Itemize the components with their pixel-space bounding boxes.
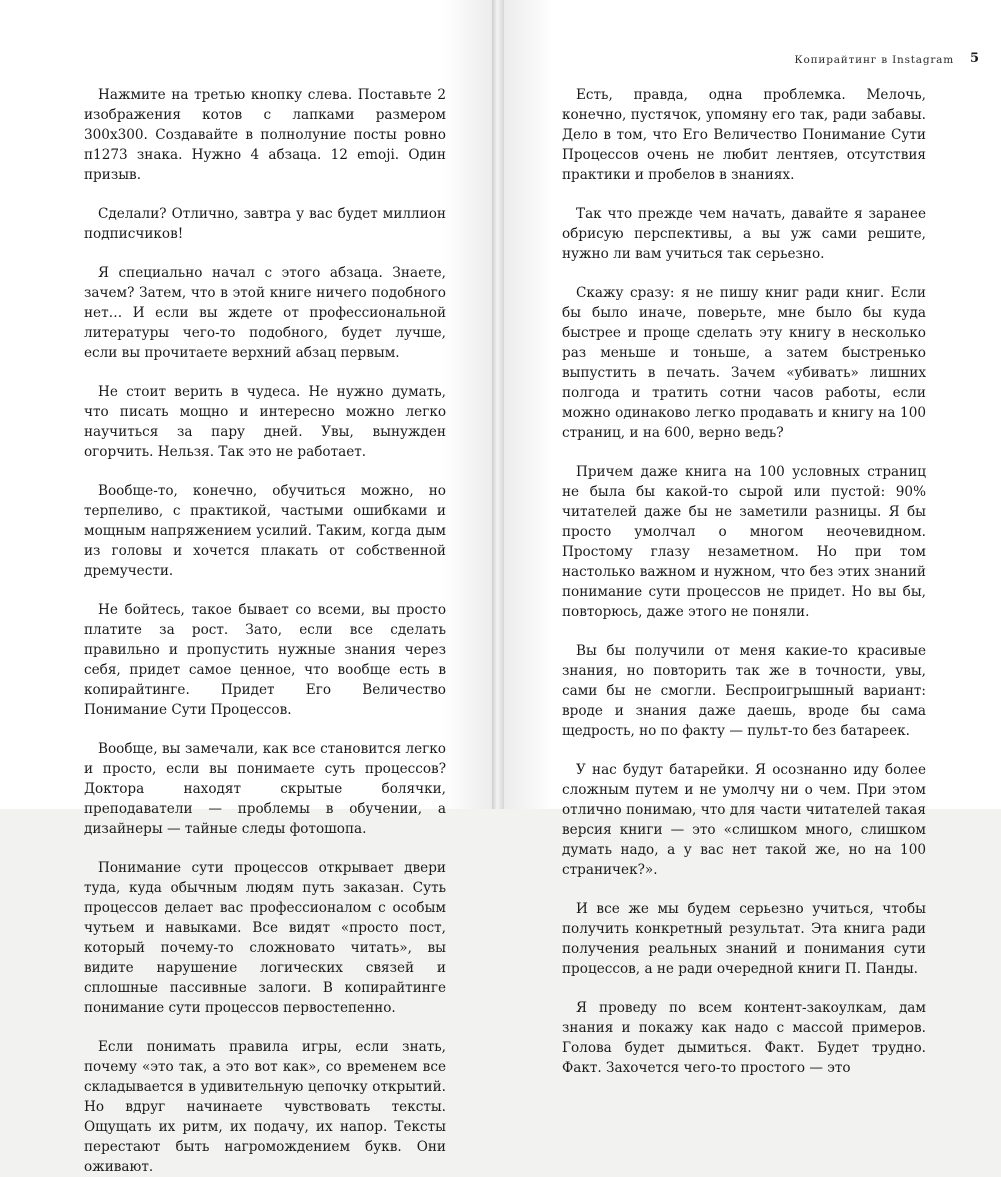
paragraph: Не стоит верить в чудеса. Не нужно думать, что писать мощно и интересно можно легко научиться за пару дней. Увы, вынужден огорчить. Нельзя. Так это не работает. [84,384,446,460]
paragraph: Вообще, вы замечали, как все становится легко и просто, если вы понимаете суть процессов? Доктора находят скрытые болячки, преподаватели — проблемы в обучении, а дизайнеры — тайные следы фотошопа. [84,741,446,837]
paragraph: Так что прежде чем начать, давайте я заранее обрисую перспективы, а вы уж сами решите, нужно ли вам учиться так серьезно. [562,206,926,262]
right-page [504,0,1001,1076]
paragraph: И все же мы будем серьезно учиться, чтобы получить конкретный результат. Эта книга ради получения реальных знаний и понимания сути процессов, а не ради очередной книги П. Панды. [562,901,926,977]
paragraph: Я специально начал с этого абзаца. Знаете, зачем? Затем, что в этой книге ничего подобного нет… И если вы ждете от профессиональной литературы чего-то подобного, будет лучше, если вы прочитаете верхний абзац первым. [84,265,446,361]
book-gutter [492,0,504,809]
paragraph: Понимание сути процессов открывает двери туда, куда обычным людям путь заказан. Суть процессов делает вас профессионалом с особым чутьем и навыками. Все видят «просто пост, который почему-то сложновато читать», вы видите нарушение логических связей и сплошные пассивные залоги. В копирайтинге понимание сути процессов первостепенно. [84,860,446,1016]
paragraph: Причем даже книга на 100 условных страниц не была бы какой-то сырой или пустой: 90% читателей даже бы не заметили разницы. Я бы просто умолчал о многом неочевидном. Простому глазу незаметном. Но при том настолько важном и нужном, что без этих знаний понимание сути процессов не придет. Но вы бы, повторюсь, даже этого не поняли. [562,464,926,620]
paragraph: Скажу сразу: я не пишу книг ради книг. Если бы было иначе, поверьте, мне было бы куда быстрее и проще сделать эту книгу в несколько раз меньше и тоньше, а затем быстренько выпустить в печать. Зачем «убивать» лишних полгода и тратить сотни часов работы, если можно одинаково легко продавать и книгу на 100 страниц, и на 600, верно ведь? [562,285,926,441]
running-head: Копирайтинг в Instagram [794,54,954,66]
paragraph: Сделали? Отлично, завтра у вас будет миллион подписчиков! [84,206,446,242]
right-page-text [562,85,926,1078]
page-number: 5 [970,51,980,66]
paragraph: Если понимать правила игры, если знать, почему «это так, а это вот как», со временем все складывается в удивительную цепочку открытий. Но вдруг начинаете чувствовать тексты. Ощущать их ритм, их подачу, их напор. Тексты перестают быть нагромождением букв. Они оживают. [84,1039,446,1175]
left-page-text [84,85,446,1177]
paragraph: У нас будут батарейки. Я осознанно иду более сложным путем и не умолчу ни о чем. При этом отлично понимаю, что для части читателей такая версия книги — это «слишком много, слишком думать надо, а у вас нет такой же, но на 100 страничек?». [562,762,926,878]
paragraph: Вы бы получили от меня какие-то красивые знания, но повторить так же в точности, увы, сами бы не смогли. Беспроигрышный вариант: вроде и знания даже даешь, вроде бы сама щедрость, но по факту — пульт-то без батареек. [562,643,926,739]
paragraph: Не бойтесь, такое бывает со всеми, вы просто платите за рост. Зато, если все сделать правильно и пропустить нужные знания через себя, придет самое ценное, что вообще есть в копирайтинге. Придет Его Величество Понимание Сути Процессов. [84,602,446,718]
paragraph: Вообще-то, конечно, обучиться можно, но терпеливо, с практикой, частыми ошибками и мощным напряжением усилий. Таким, когда дым из головы и хочется плакать от собственной дремучести. [84,483,446,579]
paragraph: Нажмите на третью кнопку слева. Поставьте 2 изображения котов с лапками размером 300х300. Создавайте в полнолуние посты ровно п1273 знака. Нужно 4 абзаца. 12 emoji. Один призыв. [84,87,446,183]
paragraph: Есть, правда, одна проблемка. Мелочь, конечно, пустячок, упомяну его так, ради забавы. Дело в том, что Его Величество Понимание Сути Процессов очень не любит лентяев, отсутствия практики и пробелов в знаниях. [562,87,926,183]
left-page [0,0,492,1175]
paragraph: Я проведу по всем контент-закоулкам, дам знания и покажу как надо с массой примеров. Голова будет дымиться. Факт. Будет трудно. Факт. Захочется чего-то простого — это [562,1000,926,1076]
